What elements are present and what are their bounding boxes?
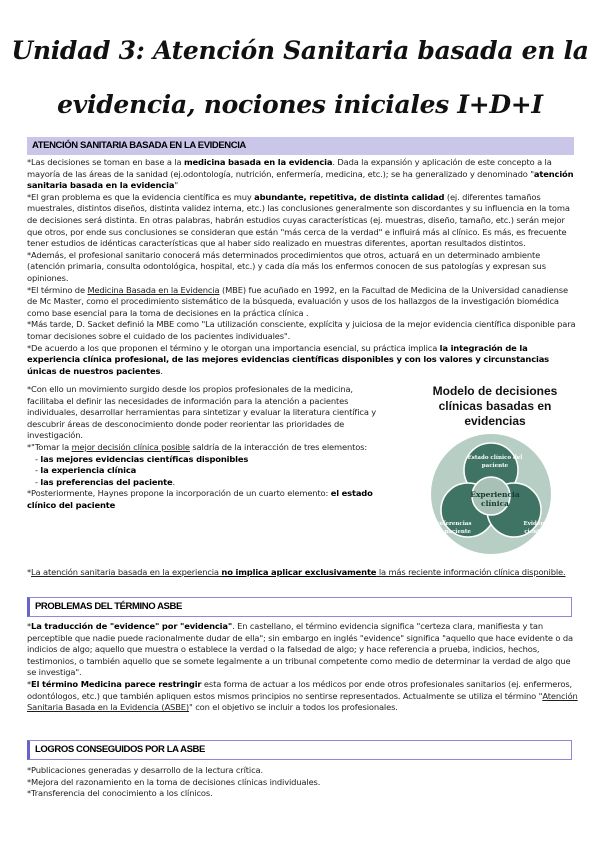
list-item: - las preferencias del paciente. xyxy=(35,476,176,487)
section-heading-problemas: PROBLEMAS DEL TÉRMINO ASBE xyxy=(27,597,572,617)
list-item: * Mejora del razonamiento en la toma de decisiones clínicas individuales. xyxy=(27,777,579,789)
paragraph: * El gran problema es que la evidencia científica es muy abundante, repetitiva, de distinta calidad (ej. diferentes tamaños muestrales, distintos diseños, distinta validez interna, etc.) las conclusiones generalmente son discordantes y su influencia en la toma de decisiones será distinta. En otras palabras, habrán estudios cuyas características (ej. muestras, diseño, tamaño, etc.) serán mejor que otros, por ende sus conclusiones se consideran que están "más cerca de la verdad" e influirá más al clínico. Es más, es frecuente tener estudios de idénticas características que al haber sido realizado en muestras diferentes, aportan resultados distintos. xyxy=(27,192,579,250)
paragraph: * La atención sanitaria basada en la experiencia no implica aplicar exclusivamente la más reciente información clínica disponible. xyxy=(27,567,579,579)
section-heading-logros: LOGROS CONSEGUIDOS POR LA ASBE xyxy=(27,740,572,760)
section-body-asbe xyxy=(27,157,579,377)
label-top: Estado clínico del paciente xyxy=(467,455,523,469)
section-body-asbe-narrow xyxy=(27,384,382,512)
paragraph: * De acuerdo a los que proponen el término y le otorgan una importancia esencial, su práctica implica la integración de la experiencia clínica profesional, de las mejores evidencias científicas disponibles y con los valores y circunstancias únicas de nuestros pacientes. xyxy=(27,343,579,378)
label-left: Preferencias del paciente xyxy=(432,521,472,535)
list-item: - las mejores evidencias científicas disponibles xyxy=(35,453,249,464)
decision-model-diagram xyxy=(410,384,580,556)
paragraph: * Las decisiones se toman en base a la medicina basada en la evidencia. Dada la expansión y aplicación de este concepto a la mayoría de las áreas de la sanidad (ej.odontología, nutrición, enfermería, medicina, etc.); se ha generalizado y denominado "atención sanitaria basada en la evidencia" xyxy=(27,157,579,192)
page-title-line2: evidencia, nociones iniciales I+D+I xyxy=(57,90,543,119)
paragraph: * Con ello un movimiento surgido desde los propios profesionales de la medicina, facilitaba el definir las necesidades de información para la atención a pacientes individuales, desarrollar herramientas para sintetizar y evaluar la literatura científica y descubrir áreas de desconocimiento donde poder reorientar las prioridades de investigación. xyxy=(27,384,382,442)
section-body-problemas xyxy=(27,621,579,714)
diagram-title: Modelo de decisiones clínicas basadas en evidencias xyxy=(432,384,558,428)
paragraph: * Además, el profesional sanitario conocerá más determinados procedimientos que otros, actuará en un determinado ambiente (atención primaria, consulta odontológica, hospital, etc.) y cada día más los enfermos conocen de sus patologías y expresan sus opiniones. xyxy=(27,250,579,285)
paragraph: * Más tarde, D. Sacket definió la MBE como "La utilización consciente, explícita y juiciosa de la mejor evidencia científica disponible para tomar decisiones sobre el cuidado de los pacientes individuales". xyxy=(27,319,579,342)
paragraph: * El término Medicina parece restringir esta forma de actuar a los médicos por ende otros profesionales sanitarios (ej. enfermeros, odontólogos, etc.) que también apliquen estos mismos principios no sentirse representados. Actualmente se utiliza el término "Atención Sanitaria Basada en la Evidencia (ASBE)" con el objetivo se incluir a todos los profesionales. xyxy=(27,679,579,714)
page-title: Unidad 3: Atención Sanitaria basada en la xyxy=(11,36,589,65)
list-item: * Transferencia del conocimiento a los clínicos. xyxy=(27,788,579,800)
paragraph: * Posteriormente, Haynes propone la incorporación de un cuarto elemento: el estado clínico del paciente xyxy=(27,488,382,511)
list-item: - la experiencia clínica xyxy=(35,465,137,476)
label-center: Experiencia clínica xyxy=(470,490,520,508)
paragraph: * "Tomar la mejor decisión clínica posible saldría de la interacción de tres elementos: xyxy=(27,442,382,454)
list-item: * Publicaciones generadas y desarrollo de la lectura crítica. xyxy=(27,765,579,777)
paragraph: * La traducción de "evidence" por "evidencia". En castellano, el término evidencia significa "certeza clara, manifiesta y tan perceptible que nadie puede racionalmente dudar de ella"; sin embargo en inglés "evidence" significa "aquello que hace evidente o da indicios de algo; aquello que muestra o establece la verdad o la falsedad de algo; y hace referencia a prueba, indicios, hechos, testimonios, o también aquello que se somete legalmente a un tribunal competente como medio de determinar la verdad de algo que se investiga". xyxy=(27,621,579,679)
paragraph: * El término de Medicina Basada en la Evidencia (MBE) fue acuñado en 1992, en la Facultad de Medicina de la Universidad canadiense de Mc Master, como el procedimiento sistemático de la búsqueda, evaluación y usos de los hallazgos de la investigación biomédica como base esencial para la toma de decisiones en la práctica clínica . xyxy=(27,285,579,320)
section-heading-asbe: ATENCIÓN SANITARIA BASADA EN LA EVIDENCIA xyxy=(27,137,574,155)
section-body-logros xyxy=(27,765,579,800)
label-right: Evidencias científicas xyxy=(523,521,557,535)
section-body-asbe-end xyxy=(27,567,579,579)
